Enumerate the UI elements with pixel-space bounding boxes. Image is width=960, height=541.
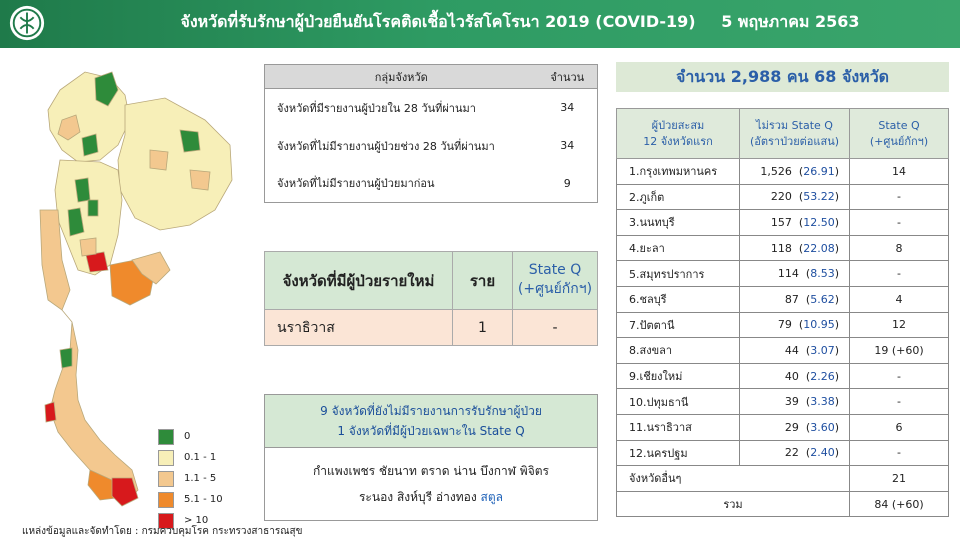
table-row [617,184,949,210]
col-group-header: กลุ่มจังหวัด [265,65,538,89]
province-cases [740,159,850,185]
rate-close: ) [834,369,839,383]
rate-close: ) [834,267,839,281]
col-stateq-header [850,109,949,159]
table-row [265,310,598,346]
rate-close: ) [834,215,839,229]
col3-line2: (+ศูนย์กักฯ) [869,134,929,148]
province-cases [740,261,850,287]
pending-provinces-2: ระนอง สิงห์บุรี อ่างทอง [358,490,477,504]
table-row [617,440,949,466]
col-new-stateq [513,252,598,310]
new-cases: 1 [453,310,513,346]
rate-close: ) [834,318,839,332]
province-stateq: 12 [850,312,949,338]
title-date: 5 พฤษภาคม 2563 [721,12,860,31]
province-name: 3.นนทบุรี [617,210,740,236]
col-province-header [617,109,740,159]
case-count: 44 [784,343,799,357]
pending-line1: 9 จังหวัดที่ยังไม่มีรายงานการรับรักษาผู้ป่วย [320,404,542,418]
rate-close: ) [834,190,839,204]
col2-line2: (อัตราป่วยต่อแสน) [749,134,840,148]
province-stateq: 8 [850,235,949,261]
group-count: 34 [560,139,575,152]
pending-line2: 1 จังหวัดที่มีผู้ป่วยเฉพาะใน State Q [337,424,525,438]
new-province: นราธิวาส [265,310,453,346]
table-row [617,286,949,312]
province-name: 12.นครปฐม [617,440,740,466]
rate-value: 3.60 [810,420,835,434]
case-count: 87 [784,292,799,306]
province-name: 5.สมุทรปราการ [617,261,740,287]
rate-open: ( [805,420,811,434]
title-text: จังหวัดที่รับรักษาผู้ป่วยยืนยันโรคติดเชื้อไวรัสโคโรนา 2019 (COVID-19) [180,12,696,31]
table-row [617,261,949,287]
case-count: 40 [784,369,799,383]
province-stateq: - [850,184,949,210]
group-label: จังหวัดที่ไม่มีรายงานผู้ป่วยมาก่อน [277,177,435,191]
rate-open: ( [798,318,804,332]
table-row [617,235,949,261]
province-stateq: 6 [850,414,949,440]
legend-swatch [158,492,174,508]
legend-label: 0.1 - 1 [184,452,217,463]
province-stateq: - [850,363,949,389]
table-row [617,210,949,236]
ministry-logo-icon [8,4,46,42]
rate-open: ( [805,343,811,357]
legend-swatch [158,450,174,466]
province-name: 2.ภูเก็ต [617,184,740,210]
province-stateq: - [850,210,949,236]
case-count: 22 [784,446,799,460]
col-new-province: จังหวัดที่มีผู้ป่วยรายใหม่ [265,252,453,310]
province-cases [740,338,850,364]
rate-value: 53.22 [803,190,835,204]
col-new-cases: ราย [453,252,513,310]
rate-open: ( [805,395,811,409]
province-cases [740,235,850,261]
rate-open: ( [798,241,804,255]
table-row-other [617,466,949,492]
total-label: รวม [617,491,850,517]
province-stateq: 14 [850,159,949,185]
province-name: 8.สงขลา [617,338,740,364]
col-count-header: จำนวน [538,65,598,89]
legend-item [158,426,223,447]
pending-list [265,448,597,520]
col1-line2: 12 จังหวัดแรก [643,134,713,148]
province-stateq: - [850,440,949,466]
legend-swatch [158,471,174,487]
rate-value: 2.40 [810,446,835,460]
table-row [617,414,949,440]
rate-open: ( [805,292,811,306]
header-bar [0,0,960,48]
rate-open: ( [798,215,804,229]
case-count: 39 [784,395,799,409]
stateq-line1: State Q [528,261,582,278]
province-name: 7.ปัตตานี [617,312,740,338]
table-row-total [617,491,949,517]
col3-line1: State Q [878,118,920,132]
new-cases-table [264,251,598,346]
total-stateq: 84 (+60) [850,491,949,517]
pending-provinces-2-wrap [277,484,585,510]
table-row [617,363,949,389]
rate-close: ) [834,241,839,255]
province-name: 9.เชียงใหม่ [617,363,740,389]
case-count: 114 [777,267,799,281]
group-label: จังหวัดที่มีรายงานผู้ป่วยใน 28 วันที่ผ่านมา [277,101,476,115]
pending-provinces-box [264,394,598,521]
case-count: 220 [770,190,792,204]
thailand-map [0,60,260,526]
pending-heading [265,395,597,448]
province-stateq: 4 [850,286,949,312]
col-cases-header [740,109,850,159]
other-label: จังหวัดอื่นๆ [617,466,850,492]
source-footer: แหล่งข้อมูลและจัดทำโดย : กรมควบคุมโรค กระทรวงสาธารณสุข [22,526,303,537]
province-cases [740,312,850,338]
table-row [617,159,949,185]
province-name: 6.ชลบุรี [617,286,740,312]
legend-label: 1.1 - 5 [184,473,217,484]
table-row [617,312,949,338]
page-title [110,10,930,35]
rate-close: ) [834,292,839,306]
stateq-line2: (+ศูนย์กักฯ) [517,280,593,297]
rate-close: ) [834,446,839,460]
rate-open: ( [805,446,811,460]
legend-label: 5.1 - 10 [184,494,223,505]
province-cases [740,414,850,440]
group-label: จังหวัดที่ไม่มีรายงานผู้ป่วยช่วง 28 วันที่ผ่านมา [277,139,495,153]
table-row [265,165,598,203]
rate-open: ( [805,267,811,281]
legend-swatch [158,429,174,445]
rate-value: 26.91 [803,164,835,178]
province-cases [740,184,850,210]
new-stateq: - [513,310,598,346]
province-cases [740,389,850,415]
case-count: 29 [784,420,799,434]
province-stateq: 19 (+60) [850,338,949,364]
group-count: 34 [560,101,575,115]
rate-value: 3.38 [810,395,835,409]
rate-close: ) [834,395,839,409]
rate-value: 5.62 [810,292,835,306]
top-provinces-table [616,108,949,517]
table-row [617,338,949,364]
table-row [265,127,598,165]
rate-value: 3.07 [810,343,835,357]
legend-item [158,447,223,468]
rate-value: 10.95 [803,318,835,332]
province-cases [740,440,850,466]
province-name: 11.นราธิวาส [617,414,740,440]
legend-label: > 10 [184,515,209,526]
rate-open: ( [798,190,804,204]
legend-item [158,468,223,489]
table-row [265,89,598,127]
group-count: 9 [563,176,571,190]
map-legend [158,426,223,531]
province-name: 10.ปทุมธานี [617,389,740,415]
province-cases [740,363,850,389]
total-summary: จำนวน 2,988 คน 68 จังหวัด [616,62,949,92]
rate-value: 22.08 [803,241,835,255]
case-count: 118 [770,241,792,255]
legend-label: 0 [184,431,191,442]
province-cases [740,286,850,312]
rate-value: 2.26 [810,369,835,383]
table-row [617,389,949,415]
legend-item [158,489,223,510]
rate-value: 8.53 [810,267,835,281]
rate-open: ( [798,164,804,178]
province-group-table [264,64,598,203]
pending-highlight: สตูล [480,490,504,504]
case-count: 157 [770,215,792,229]
rate-close: ) [834,420,839,434]
case-count: 1,526 [760,164,792,178]
other-stateq: 21 [850,466,949,492]
col1-line1: ผู้ป่วยสะสม [651,118,705,132]
province-stateq: - [850,389,949,415]
province-name: 1.กรุงเทพมหานคร [617,159,740,185]
rate-close: ) [834,164,839,178]
rate-value: 12.50 [803,215,835,229]
province-cases [740,210,850,236]
province-name: 4.ยะลา [617,235,740,261]
case-count: 79 [777,318,792,332]
rate-close: ) [834,343,839,357]
pending-provinces-1: กำแพงเพชร ชัยนาท ตราด น่าน บึงกาฬ พิจิตร [313,464,549,478]
rate-open: ( [805,369,811,383]
col2-line1: ไม่รวม State Q [756,118,833,132]
province-stateq: - [850,261,949,287]
